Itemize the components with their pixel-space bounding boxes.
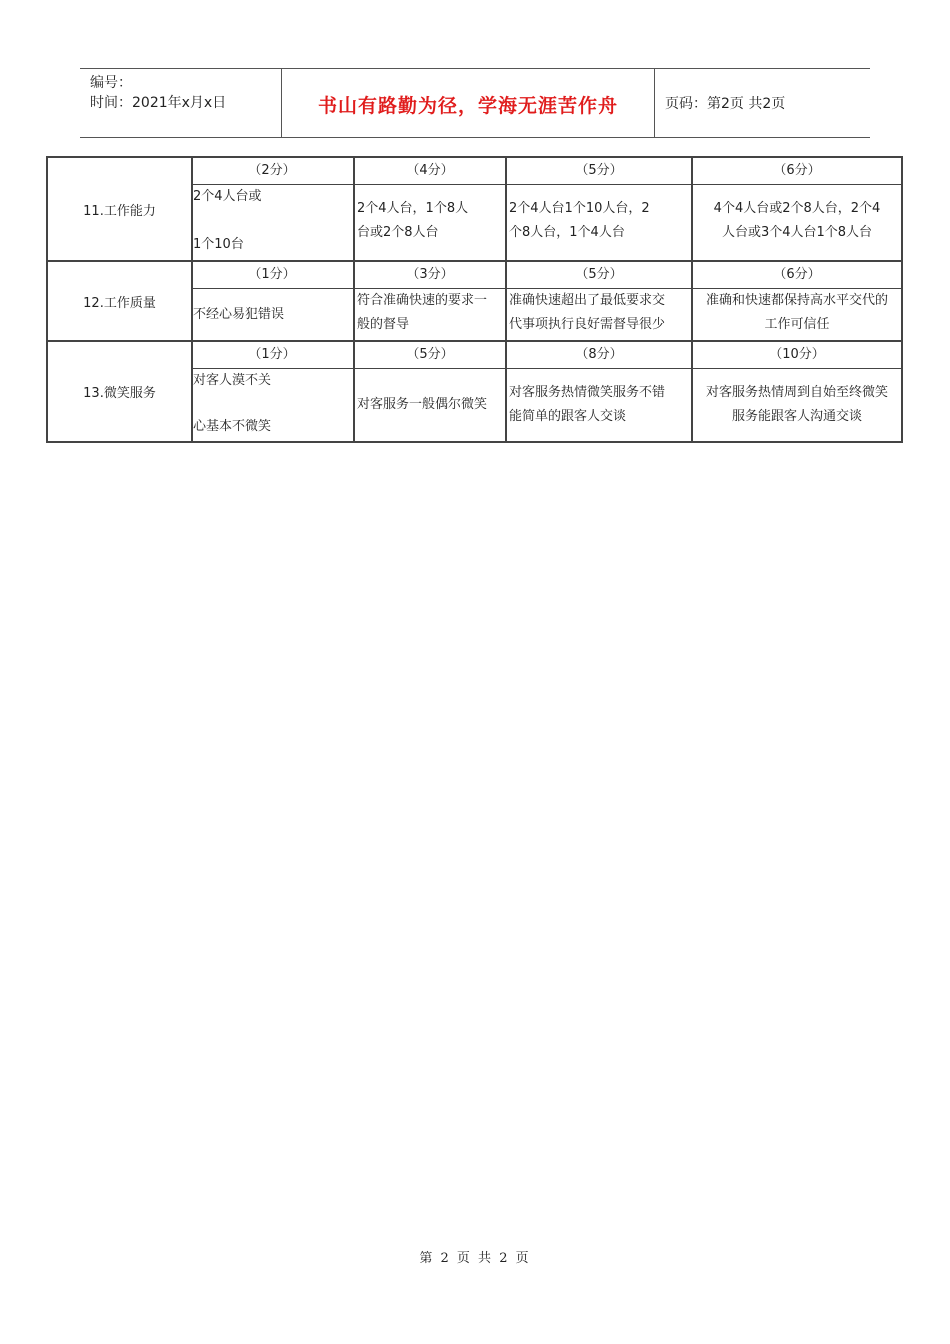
- score-cell: [507, 158, 693, 260]
- score-cell: [507, 262, 693, 340]
- score-cell: [191, 342, 355, 441]
- criteria-text: 符合准确快速的要求一 般的督导: [357, 293, 488, 332]
- table-row: [48, 158, 901, 262]
- score-cell: [355, 262, 507, 340]
- criteria-text: 对客服务一般偶尔微笑: [357, 397, 488, 412]
- page-footer: 第 2 页 共 2 页: [419, 1251, 531, 1266]
- time-label: 时间：2021年x月x日: [90, 95, 227, 111]
- score-label: （3分）: [355, 262, 505, 289]
- header-divider: [654, 69, 655, 137]
- page-header: [80, 68, 870, 138]
- score-cell: [693, 342, 901, 441]
- score-cell: [693, 262, 901, 340]
- criteria-text: 2个4人台1个10人台，2 个8人台，1个4人台: [509, 201, 650, 240]
- criteria-text: 4个4人台或2个8人台，2个4 人台或3个4人台1个8人台: [713, 201, 881, 240]
- page-info: 页码：第2页 共2页: [665, 96, 786, 112]
- document-meta: [90, 73, 226, 113]
- criteria-text: 对客服务热情周到自始至终微笑 服务能跟客人沟通交谈: [705, 385, 888, 424]
- criteria-text: 对客服务热情微笑服务不错 能简单的跟客人交谈: [509, 385, 666, 424]
- score-label: （8分）: [507, 342, 691, 369]
- row-category: 11.工作能力: [48, 158, 193, 260]
- criteria-text: 准确快速超出了最低要求交 代事项执行良好需督导很少: [509, 293, 666, 332]
- score-label: （1分）: [191, 342, 353, 369]
- score-label: （6分）: [693, 158, 901, 185]
- evaluation-table: [46, 156, 903, 443]
- score-cell: [191, 262, 355, 340]
- score-cell: [355, 158, 507, 260]
- number-label: 编号：: [90, 75, 132, 91]
- row-category: 12.工作质量: [48, 262, 193, 340]
- score-cell: [355, 342, 507, 441]
- score-cell: [693, 158, 901, 260]
- criteria-text: 对客人漠不关 心基本不微笑: [193, 373, 272, 434]
- score-label: （4分）: [355, 158, 505, 185]
- score-label: （10分）: [693, 342, 901, 369]
- criteria-text: 不经心易犯错误: [193, 307, 285, 322]
- table-row: [48, 262, 901, 342]
- score-label: （6分）: [693, 262, 901, 289]
- criteria-text: 2个4人台，1个8人 台或2个8人台: [357, 201, 469, 240]
- row-category: 13.微笑服务: [48, 342, 193, 441]
- score-label: （5分）: [355, 342, 505, 369]
- motto-title: 书山有路勤为径，学海无涯苦作舟: [317, 95, 618, 117]
- score-label: （5分）: [507, 158, 691, 185]
- score-label: （2分）: [191, 158, 353, 185]
- score-label: （5分）: [507, 262, 691, 289]
- criteria-text: 准确和快速都保持高水平交代的 工作可信任: [705, 293, 888, 332]
- score-cell: [507, 342, 693, 441]
- score-cell: [191, 158, 355, 260]
- criteria-text: 2个4人台或 1个10台: [193, 189, 262, 252]
- table-row: [48, 342, 901, 441]
- score-label: （1分）: [191, 262, 353, 289]
